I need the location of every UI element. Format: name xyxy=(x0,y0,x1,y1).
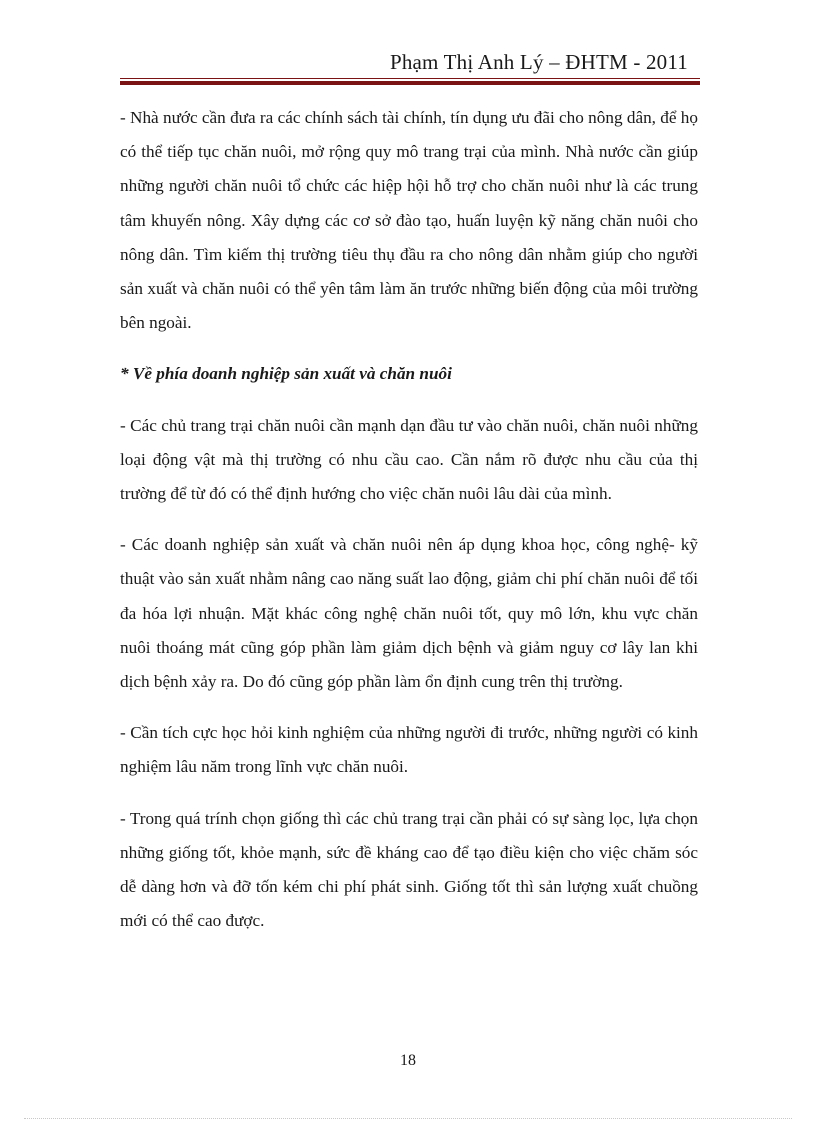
page-number: 18 xyxy=(400,1052,416,1069)
paragraph-farm-owners: - Các chủ trang trại chăn nuôi cần mạnh dạn đầu tư vào chăn nuôi, chăn nuôi những loại động vật mà thị trường có nhu cầu cao. Cần nắm rõ được nhu cầu của thị trường để từ đó có thể định hướng cho việc chăn nuôi lâu dài của mình. xyxy=(120,415,698,504)
header-rule-thin xyxy=(120,78,700,79)
running-header: Phạm Thị Anh Lý – ĐHTM - 2011 xyxy=(389,50,688,74)
paragraph-experience: - Cần tích cực học hỏi kinh nghiệm của những người đi trước, những người có kinh nghiệm lâu năm trong lĩnh vực chăn nuôi. xyxy=(120,723,698,777)
paragraph-state-policy: - Nhà nước cần đưa ra các chính sách tài chính, tín dụng ưu đãi cho nông dân, để họ có thể tiếp tục chăn nuôi, mở rộng quy mô trang trại của mình. Nhà nước cần giúp những người chăn nuôi tổ chức các hiệp hội hỗ trợ cho chăn nuôi như là các trung tâm khuyến nông. Xây dựng các cơ sở đào tạo, huấn luyện kỹ năng chăn nuôi cho nông dân. Tìm kiếm thị trường tiêu thụ đầu ra cho nông dân nhằm giúp cho người sản xuất và chăn nuôi có thể yên tâm làm ăn trước những biến động của môi trường bên ngoài. xyxy=(120,108,698,333)
body-text xyxy=(120,101,698,955)
paragraph-breed-selection: - Trong quá trính chọn giống thì các chủ trang trại cần phải có sự sàng lọc, lựa chọn những giống tốt, khỏe mạnh, sức đề kháng cao để tạo điều kiện cho việc chăm sóc dễ dàng hơn và đỡ tốn kém chi phí phát sinh. Giống tốt thì sản lượng xuất chuồng mới có thể cao được. xyxy=(120,808,698,931)
section-heading: * Về phía doanh nghiệp sản xuất và chăn nuôi xyxy=(120,364,452,384)
header-rule-thick xyxy=(120,81,700,85)
paragraph-technology: - Các doanh nghiệp sản xuất và chăn nuôi nên áp dụng khoa học, công nghệ- kỹ thuật vào sản xuất nhằm nâng cao năng suất lao động, giảm chi phí chăn nuôi để tối đa hóa lợi nhuận. Mặt khác công nghệ chăn nuôi tốt, quy mô lớn, khu vực chăn nuôi thoáng mát cũng góp phần làm giảm dịch bệnh và giảm nguy cơ lây lan khi dịch bệnh xảy ra. Do đó cũng góp phần làm ổn định cung trên thị trường. xyxy=(120,535,698,692)
page-bottom-divider xyxy=(24,1118,792,1119)
